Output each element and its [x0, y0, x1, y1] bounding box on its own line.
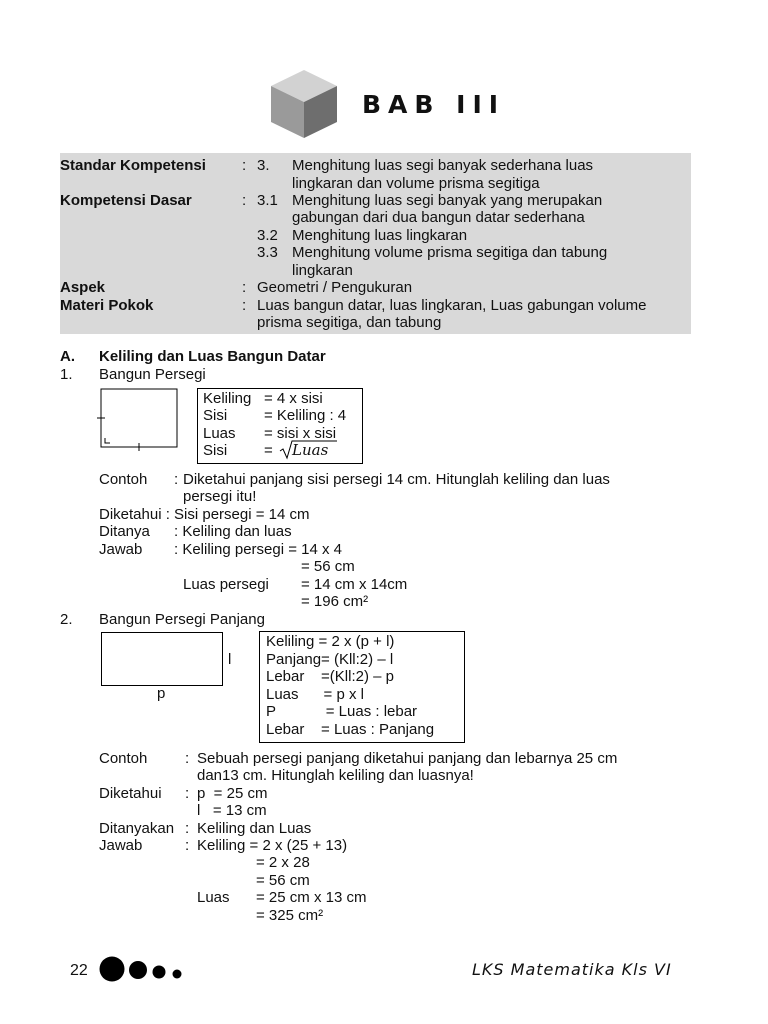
contoh-text: persegi itu! — [183, 488, 257, 505]
ditanya-value: : Keliling dan luas — [174, 523, 292, 540]
kd-text-line: Menghitung volume prisma segitiga dan tabung — [292, 244, 608, 261]
contoh-label: Contoh — [99, 471, 148, 488]
diketahui-label: Diketahui — [99, 785, 162, 802]
formula-label: Keliling — [203, 390, 252, 407]
colon: : — [242, 297, 247, 314]
materi-text-line: Luas bangun datar, luas lingkaran, Luas gabungan volume — [257, 297, 647, 314]
luas-line: = 325 cm² — [256, 907, 324, 924]
jawab-label: Jawab — [99, 837, 143, 854]
label-standar-kompetensi: Standar Kompetensi — [60, 157, 206, 174]
section-title: Keliling dan Luas Bangun Datar — [99, 348, 326, 365]
item-number: 2. — [60, 611, 73, 628]
label-aspek: Aspek — [60, 279, 106, 296]
formula-line: Keliling = 2 x (p + l) — [266, 633, 395, 650]
kd-number: 3.1 — [257, 192, 278, 209]
ditanyakan-label: Ditanyakan — [99, 820, 175, 837]
luas-label: Luas — [197, 889, 230, 906]
ditanyakan-value: Keliling dan Luas — [197, 820, 312, 837]
formula-label: Luas — [203, 425, 236, 442]
jawab-line: : Keliling persegi = 14 x 4 — [174, 541, 343, 558]
cube-icon — [268, 68, 340, 140]
kd-text-line: Menghitung luas segi banyak yang merupakan — [292, 192, 603, 209]
square-diagram — [96, 387, 182, 451]
formula-label: Sisi — [203, 442, 228, 459]
rect-width-label: l — [228, 651, 232, 668]
colon: : — [242, 157, 247, 174]
contoh-text: Sebuah persegi panjang diketahui panjang dan lebarnya 25 cm — [197, 750, 618, 767]
label-materi-pokok: Materi Pokok — [60, 297, 154, 314]
diketahui-value: p = 25 cm — [197, 785, 268, 802]
kd-text-line: gabungan dari dua bangun datar sederhana — [292, 209, 585, 226]
formula-expression: = 4 x sisi — [264, 390, 323, 407]
luas-line: = 196 cm² — [301, 593, 369, 610]
item-title: Bangun Persegi — [99, 366, 206, 383]
kd-number: 3.3 — [257, 244, 278, 261]
page-number: 22 — [70, 962, 88, 979]
chapter-title: BAB III — [362, 90, 506, 119]
formula-line: Luas = p x l — [266, 686, 364, 703]
jawab-line: Keliling = 2 x (25 + 13) — [197, 837, 348, 854]
formula-expression: = — [264, 442, 273, 459]
item-number: 1. — [60, 366, 73, 383]
diketahui-value: l = 13 cm — [197, 802, 267, 819]
diketahui-line: Diketahui : Sisi persegi = 14 cm — [99, 506, 310, 523]
luas-line: = 25 cm x 13 cm — [256, 889, 367, 906]
kd-number: 3.2 — [257, 227, 278, 244]
jawab-line: = 56 cm — [256, 872, 310, 889]
decorative-dots-icon — [97, 956, 189, 982]
sk-number: 3. — [257, 157, 270, 174]
jawab-label: Jawab — [99, 541, 143, 558]
contoh-text: dan13 cm. Hitunglah keliling dan luasnya! — [197, 767, 474, 784]
jawab-line: = 2 x 28 — [256, 854, 310, 871]
colon: : — [185, 750, 190, 767]
colon: : — [242, 192, 247, 209]
contoh-label: Contoh — [99, 750, 148, 767]
rectangle-diagram — [101, 632, 223, 686]
materi-text-line: prisma segitiga, dan tabung — [257, 314, 442, 331]
formula-line: P = Luas : lebar — [266, 703, 418, 720]
radicand: Luas — [292, 441, 329, 459]
formula-line: Lebar = Luas : Panjang — [266, 721, 435, 738]
colon: : — [185, 820, 190, 837]
colon: : — [185, 785, 190, 802]
jawab-line: = 56 cm — [301, 558, 355, 575]
luas-line: = 14 cm x 14cm — [301, 576, 408, 593]
sk-text-line: lingkaran dan volume prisma segitiga — [292, 175, 540, 192]
colon: : — [242, 279, 247, 296]
formula-line: Panjang= (Kll:2) – l — [266, 651, 394, 668]
sk-text-line: Menghitung luas segi banyak sederhana luas — [292, 157, 594, 174]
item-title: Bangun Persegi Panjang — [99, 611, 265, 628]
luas-label: Luas persegi — [183, 576, 269, 593]
rect-length-label: p — [157, 685, 166, 702]
colon: : — [185, 837, 190, 854]
section-letter: A. — [60, 348, 75, 365]
contoh-text: Diketahui panjang sisi persegi 14 cm. Hitunglah keliling dan luas — [183, 471, 610, 488]
kd-text-line: Menghitung luas lingkaran — [292, 227, 468, 244]
colon: : — [174, 471, 179, 488]
formula-expression: = sisi x sisi — [264, 425, 337, 442]
ditanya-label: Ditanya — [99, 523, 150, 540]
kd-text-line: lingkaran — [292, 262, 353, 279]
footer-title: LKS Matematika Kls VI — [472, 960, 672, 979]
formula-expression: = Keliling : 4 — [264, 407, 347, 424]
aspek-value: Geometri / Pengukuran — [257, 279, 413, 296]
formula-label: Sisi — [203, 407, 228, 424]
label-kompetensi-dasar: Kompetensi Dasar — [60, 192, 192, 209]
formula-line: Lebar =(Kll:2) – p — [266, 668, 394, 685]
